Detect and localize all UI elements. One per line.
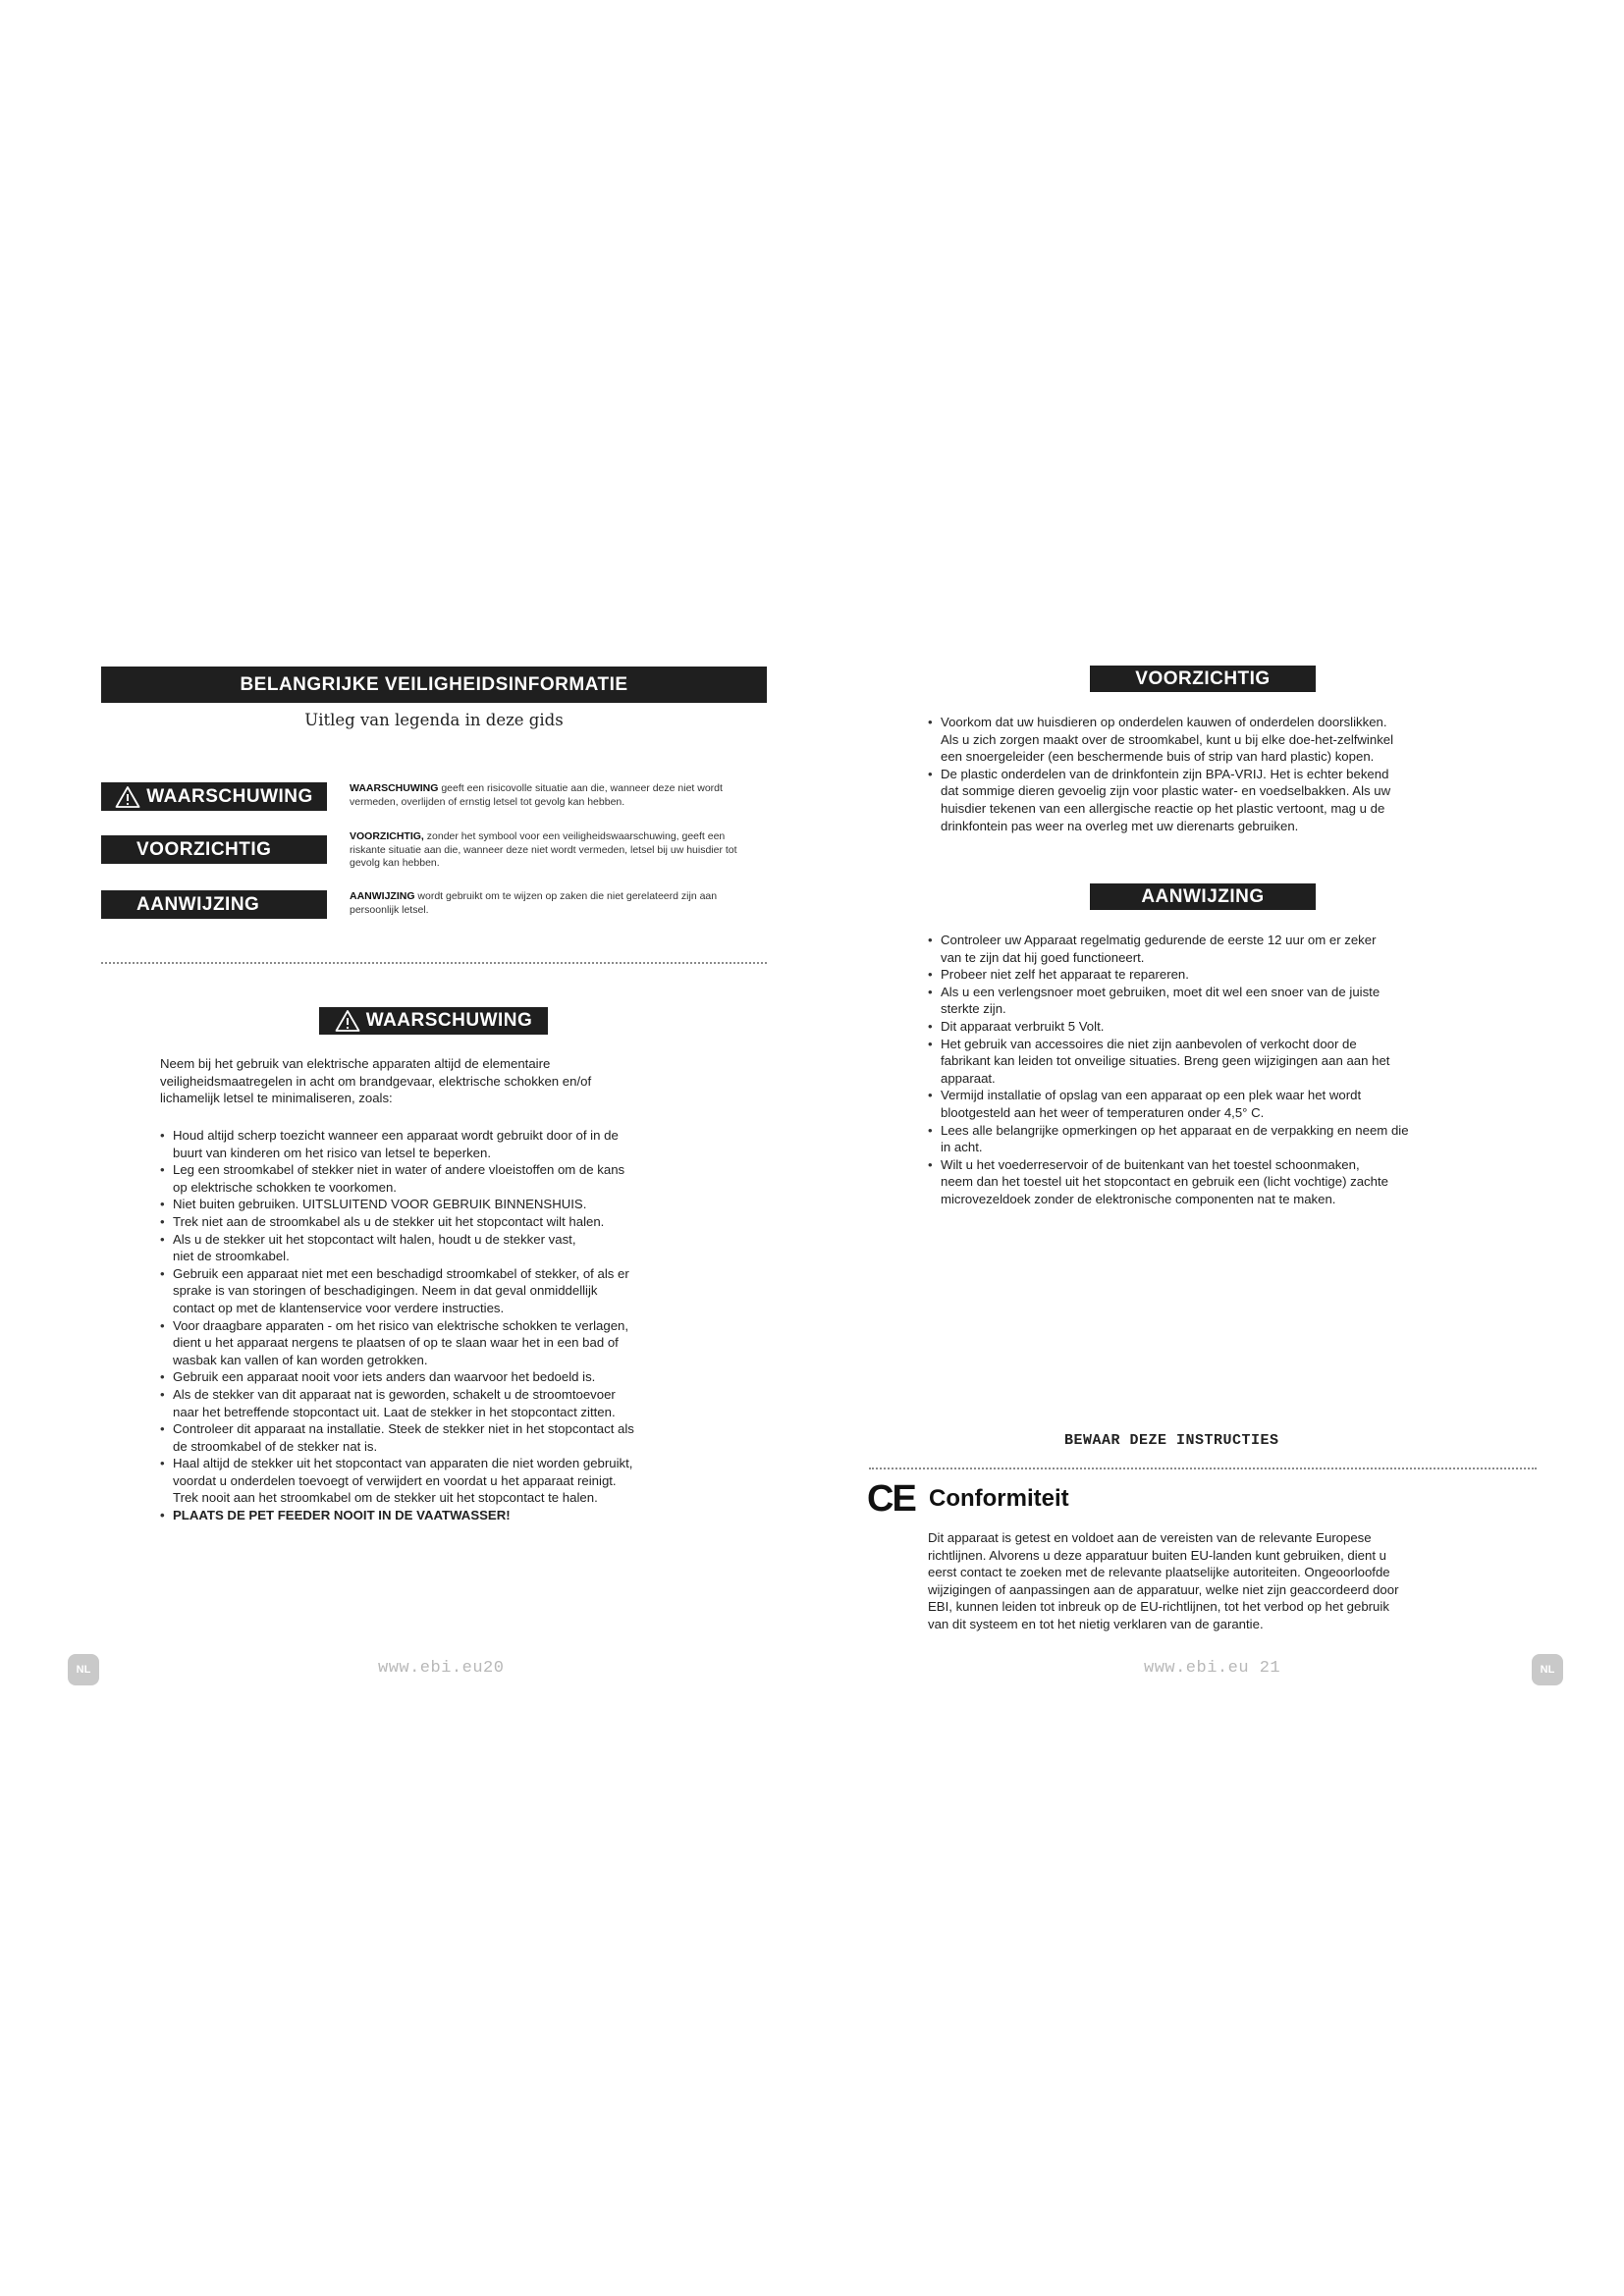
list-item: • De plastic onderdelen van de drinkfontein zijn BPA-VRIJ. Het is echter bekend dat sommige dieren gevoelig zijn voor plastic water- en voedselbakken. Als uw huisdier tekenen van een allergische reactie op het plastic vertoont, mag u de drinkfontein pas weer na overleg met uw dierenarts gebruiken. [928, 766, 1497, 834]
list-item: • Voor draagbare apparaten - om het risico van elektrische schokken te verlagen, dient u het apparaat nergens te plaatsen of op te slaan waar het in een bad of wasbak kan vallen of kan worden getrokken. [160, 1317, 749, 1369]
list-item: • Voorkom dat uw huisdieren op onderdelen kauwen of onderdelen doorslikken. Als u zich zorgen maakt over de stroomkabel, kunt u bij elke doe-het-zelfwinkel een snoergeleider (een beschermende buis of strip van hard plastic) kopen. [928, 714, 1497, 766]
list-item: • Trek niet aan de stroomkabel als u de stekker uit het stopcontact wilt halen. [160, 1213, 749, 1231]
list-item: • Leg een stroomkabel of stekker niet in water of andere vloeistoffen om de kans op elektrische schokken te voorkomen. [160, 1161, 749, 1196]
list-item: • Gebruik een apparaat nooit voor iets anders dan waarvoor het bedoeld is. [160, 1368, 749, 1386]
warning-triangle-icon [115, 785, 140, 809]
list-item: • Gebruik een apparaat niet met een beschadigd stroomkabel of stekker, of als er sprake is van storingen of beschadigingen. Neem in dat geval onmiddellijk contact op met de klantenservice voor verdere instructies. [160, 1265, 749, 1317]
list-item: • Wilt u het voederreservoir of de buitenkant van het toestel schoonmaken, neem dan het toestel uit het stopcontact en gebruik een (licht vochtige) zachte microvezeldoek zonder de elektronische componenten nat te maken. [928, 1156, 1497, 1208]
footer-url-left: www.ebi.eu20 [378, 1659, 505, 1678]
legend-label-notice: AANWIJZING [101, 890, 327, 919]
list-item: • Als u de stekker uit het stopcontact wilt halen, houdt u de stekker vast, niet de stroomkabel. [160, 1231, 749, 1265]
warning-triangle-icon [335, 1009, 360, 1033]
warning-heading: WAARSCHUWING [365, 1010, 533, 1031]
section-divider [101, 962, 767, 964]
language-badge-left: NL [68, 1654, 99, 1685]
conformity-title: Conformiteit [929, 1485, 1069, 1512]
list-item: • Probeer niet zelf het apparaat te repareren. [928, 966, 1497, 984]
safety-info-title: BELANGRIJKE VEILIGHEIDSINFORMATIE [240, 673, 628, 695]
list-item: • Vermijd installatie of opslag van een apparaat op een plek waar het wordt blootgesteld aan het weer of temperaturen onder 4,5° C. [928, 1087, 1497, 1121]
caution-list [928, 714, 1497, 834]
list-item: • Als de stekker van dit apparaat nat is geworden, schakelt u de stroomtoevoer naar het betreffende stopcontact uit. Laat de stekker in het stopcontact zitten. [160, 1386, 749, 1420]
list-item: • PLAATS DE PET FEEDER NOOIT IN DE VAATWASSER! [160, 1507, 749, 1524]
save-instructions: BEWAAR DEZE INSTRUCTIES [1064, 1432, 1279, 1449]
notice-list [928, 932, 1497, 1208]
list-item: • Controleer dit apparaat na installatie. Steek de stekker niet in het stopcontact als de stroomkabel of de stekker nat is. [160, 1420, 749, 1455]
warning-list [160, 1127, 749, 1524]
list-item: • Als u een verlengsnoer moet gebruiken, moet dit wel een snoer van de juiste sterkte zijn. [928, 984, 1497, 1018]
list-item: • Houd altijd scherp toezicht wanneer een apparaat wordt gebruikt door of in de buurt van kinderen om het risico van letsel te beperken. [160, 1127, 749, 1161]
caution-heading-bar [1090, 666, 1316, 692]
legend-subtitle: Uitleg van legenda in deze gids [304, 711, 564, 729]
legend-desc-warning: WAARSCHUWING geeft een risicovolle situatie aan die, wanneer deze niet wordt vermeden, overlijden of ernstig letsel tot gevolg kan hebben. [350, 782, 723, 808]
list-item: • Het gebruik van accessoires die niet zijn aanbevolen of verkocht door de fabrikant kan leiden tot onveilige situaties. Breng geen wijzigingen aan aan het apparaat. [928, 1036, 1497, 1088]
section-divider [869, 1468, 1537, 1469]
notice-heading-bar [1090, 883, 1316, 910]
warning-heading-bar [319, 1007, 548, 1035]
safety-info-title-bar [101, 667, 767, 703]
list-item: • Controleer uw Apparaat regelmatig gedurende de eerste 12 uur om er zeker van te zijn dat hij goed functioneert. [928, 932, 1497, 966]
list-item: • Haal altijd de stekker uit het stopcontact van apparaten die niet worden gebruikt, voordat u onderdelen toevoegt of verwijdert en voordat u het apparaat reinigt. Trek nooit aan het stroomkabel om de stekker uit het stopcontact te halen. [160, 1455, 749, 1507]
list-item: • Lees alle belangrijke opmerkingen op het apparaat en de verpakking en neem die in acht. [928, 1122, 1497, 1156]
warning-intro: Neem bij het gebruik van elektrische apparaten altijd de elementaire veiligheidsmaatregelen in acht om brandgevaar, elektrische schokken en/of lichamelijk letsel te minimaliseren, zoals: [160, 1056, 592, 1106]
footer-url-right: www.ebi.eu 21 [1144, 1659, 1281, 1678]
caution-heading: VOORZICHTIG [1135, 667, 1271, 689]
language-badge-right: NL [1532, 1654, 1563, 1685]
legend-label-warning: WAARSCHUWING [101, 782, 327, 811]
notice-heading: AANWIJZING [1141, 885, 1265, 907]
list-item: • Dit apparaat verbruikt 5 Volt. [928, 1018, 1497, 1036]
ce-mark-icon: CE [867, 1478, 915, 1520]
legend-desc-notice: AANWIJZING wordt gebruikt om te wijzen op zaken die niet gerelateerd zijn aan persoonlijk letsel. [350, 890, 718, 916]
legend-desc-caution: VOORZICHTIG, zonder het symbool voor een veiligheidswaarschuwing, geeft een riskante situatie aan die, wanneer deze niet wordt vermeden, letsel bij uw huisdier tot gevolg kan hebben. [350, 830, 737, 869]
conformity-text: Dit apparaat is getest en voldoet aan de vereisten van de relevante Europese richtlijnen. Alvorens u deze apparatuur buiten EU-landen kunt gebruiken, dient u eerst contact te zoeken met de relevante plaatselijke autoriteiten. Ongeoorloofde wijzigingen of aanpassingen aan de apparatuur, welke niet zijn geaccordeerd door EBI, kunnen leiden tot inbreuk op de EU-richtlijnen, tot het verbod op het gebruik van dit systeem en tot het nietig verklaren van de garantie. [928, 1530, 1399, 1631]
list-item: • Niet buiten gebruiken. UITSLUITEND VOOR GEBRUIK BINNENSHUIS. [160, 1196, 749, 1213]
legend-label-caution: VOORZICHTIG [101, 835, 327, 864]
